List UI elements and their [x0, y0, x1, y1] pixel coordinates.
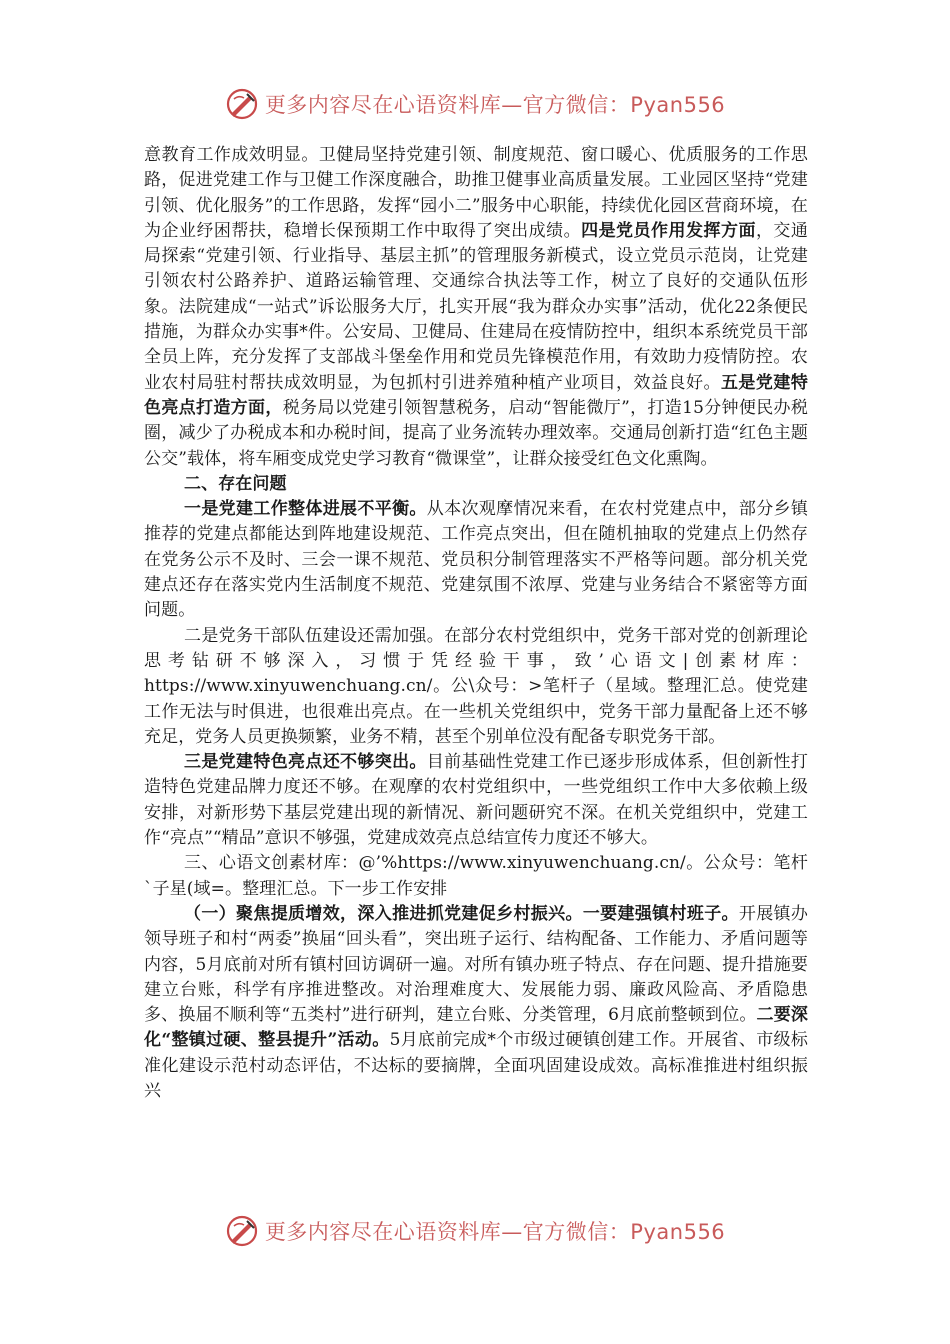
paragraph-problem-2: 二是党务干部队伍建设还需加强。在部分农村党组织中，党务干部对党的创新理论思考钻研不够深入，习惯于凭经验干事，致’心语文|创素材库：https://www.xinyuwenchuang.cn/。公\众号：>笔杆子（星域。整理汇总。使党建工作无法与时俱进，也很难出亮点。在一些机关党组织中，党务干部力量配备上还不够充足，党务人员更换频繁，业务不精，甚至个别单位没有配备专职党务干部。 — [144, 625, 808, 747]
text-run: 开展镇办领导班子和村“两委”换届“回头看”，突出班子运行、结构配备、工作能力、矛盾问题等内容，5月底前对所有镇村回访调研一遍。对所有镇办班子特点、存在问题、提升措施要建立台账，科学有序推进整改。对治理难度大、发展能力弱、廉政风险高、矛盾隐患多、换届不顺利等“五类村”进行研判，建立台账、分类管理，6月底前整顿到位。 — [144, 903, 808, 1026]
footer-banner — [0, 1211, 950, 1251]
section-heading-next-steps: 三、心语文创素材库：@’%https://www.xinyuwenchuang.cn/。公众号：笔杆`子星(域=。整理汇总。下一步工作安排 — [144, 853, 808, 899]
footer-banner-text: 更多内容尽在心语资料库—官方微信：Pyan556 — [264, 1220, 726, 1244]
section-heading-problems: 二、存在问题 — [184, 473, 287, 494]
paragraph-problem-3 — [144, 750, 808, 851]
paragraph-problem-1 — [144, 497, 808, 623]
header-banner — [0, 84, 950, 124]
bold-heading: 一是党建工作整体进展不平衡。 — [184, 499, 427, 520]
bold-heading: 三是党建特色亮点还不够突出。 — [184, 752, 427, 773]
bold-heading: （一）聚焦提质增效，深入推进抓党建促乡村振兴。一要建强镇村班子。 — [184, 903, 739, 924]
bold-heading: 四是党员作用发挥方面 — [581, 220, 756, 241]
pen-logo-icon — [225, 1214, 259, 1248]
pen-logo-icon — [225, 87, 259, 121]
text-run: 5月底前完成*个市级过硬镇创建工作。开展省、市级标准化建设示范村动态评估，不达标的要摘牌，全面巩固建设成效。高标准推进村组织振兴 — [144, 1030, 808, 1101]
header-banner-text: 更多内容尽在心语资料库—官方微信：Pyan556 — [264, 93, 726, 117]
bold-heading: 二要深化“整镇过硬、整县提升”活动。 — [144, 1005, 808, 1051]
text-run: 意教育工作成效明显。卫健局坚持党建引领、制度规范、窗口暖心、优质服务的工作思路，促进党建工作与卫健工作深度融合，助推卫健事业高质量发展。工业园区坚持“党建引领、优化服务”的工作思路，发挥“园小二”服务中心职能，持续优化园区营商环境，在为企业纾困帮扶，稳增长保预期工作中取得了突出成绩。 — [144, 145, 808, 241]
paragraph-next-step-1 — [144, 902, 808, 1104]
text-run: ，交通局探索“党建引领、行业指导、基层主抓”的管理服务新模式，设立党员示范岗，让党建引领农村公路养护、道路运输管理、交通综合执法等工作，树立了良好的交通队伍形象。法院建成“一站式”诉讼服务大厅，扎实开展“我为群众办实事”活动，优化22条便民措施，为群众办实事*件。公安局、卫健局、住建局在疫情防控中，组织本系统党员干部全员上阵，充分发挥了支部战斗堡垒作用和党员先锋模范作用，有效助力疫情防控。农业农村局驻村帮扶成效明显，为包抓村引进养殖种植产业项目，效益良好。 — [144, 220, 809, 393]
text-run: 目前基础性党建工作已逐步形成体系，但创新性打造特色党建品牌力度还不够。在观摩的农村党组织中，一些党组织工作中大多依赖上级安排，对新形势下基层党建出现的新情况、新问题研究不深。在机关党组织中，党建工作“亮点”“精品”意识不够强，党建成效亮点总结宣传力度还不够大。 — [144, 752, 808, 849]
bold-heading: 五是党建特色亮点打造方面， — [144, 372, 808, 418]
text-run: 税务局以党建引领智慧税务，启动“智能微厅”，打造15分钟便民办税圈，减少了办税成本和办税时间，提高了业务流转办理效率。交通局创新打造“红色主题公交”载体，将车厢变成党史学习教育“微课堂”，让群众接受红色文化熏陶。 — [144, 397, 808, 469]
paragraph-achievements — [144, 143, 808, 472]
text-run: 从本次观摩情况来看，在农村党建点中，部分乡镇推荐的党建点都能达到阵地建设规范、工作亮点突出，但在随机抽取的党建点上仍然存在党务公示不及时、三会一课不规范、党员积分制管理落实不严格等问题。部分机关党建点还存在落实党内生活制度不规范、党建氛围不浓厚、党建与业务结合不紧密等方面问题。 — [144, 499, 808, 621]
document-body — [144, 143, 808, 1104]
